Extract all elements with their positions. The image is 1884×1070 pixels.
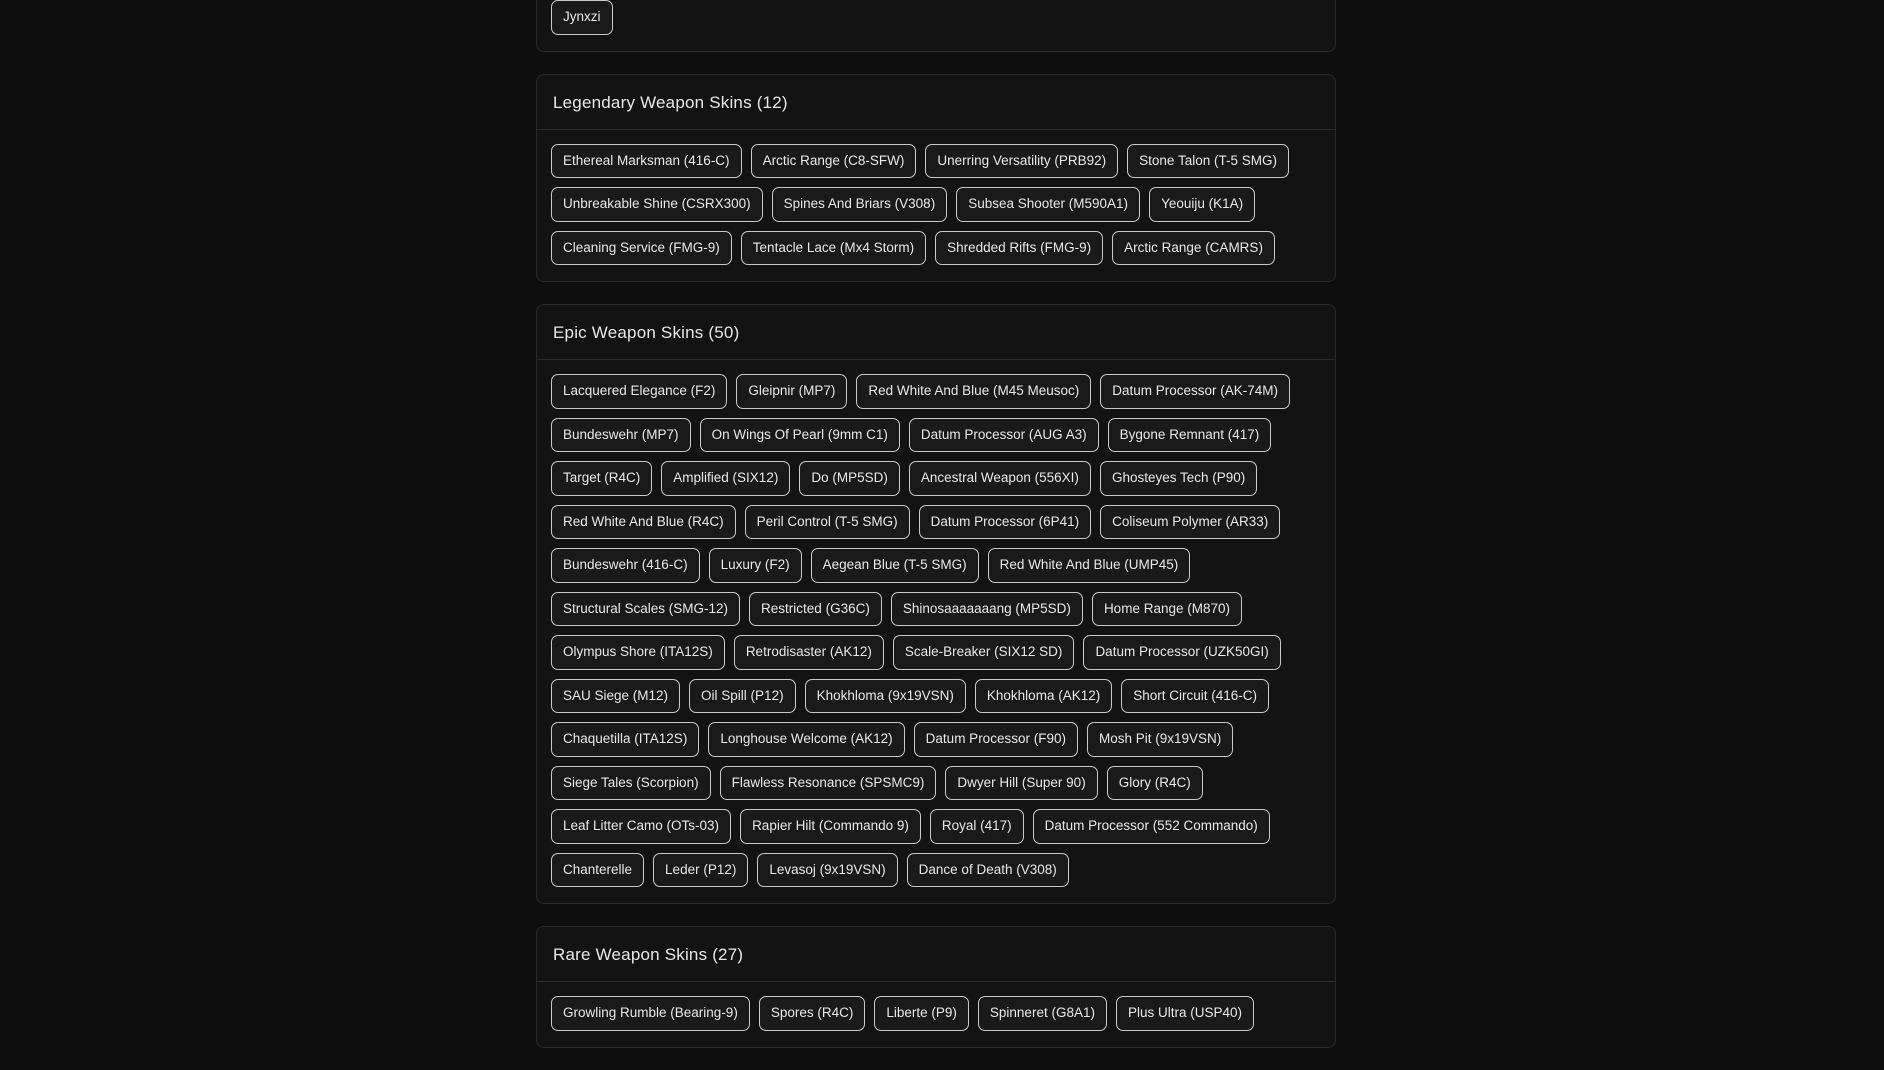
chip-item[interactable]: Home Range (M870): [1092, 592, 1242, 627]
chip-item[interactable]: Bygone Remnant (417): [1108, 418, 1272, 453]
chip-item[interactable]: Dance of Death (V308): [907, 853, 1069, 888]
card-legendary-weapon-skins: [536, 74, 1336, 283]
chip-item[interactable]: Datum Processor (6P41): [919, 505, 1092, 540]
chip-item[interactable]: Peril Control (T-5 SMG): [745, 505, 910, 540]
chip-item[interactable]: Ethereal Marksman (416-C): [551, 144, 742, 179]
chip-item[interactable]: Gleipnir (MP7): [736, 374, 847, 409]
chip-item[interactable]: Luxury (F2): [709, 548, 802, 583]
chip-item[interactable]: Oil Spill (P12): [689, 679, 796, 714]
chip-area-top-partial: [537, 0, 1335, 51]
chip-item[interactable]: Subsea Shooter (M590A1): [956, 187, 1140, 222]
chip-item[interactable]: Royal (417): [930, 809, 1024, 844]
card-header-epic: [537, 305, 1335, 360]
chip-item[interactable]: Rapier Hilt (Commando 9): [740, 809, 921, 844]
chip-item[interactable]: Longhouse Welcome (AK12): [708, 722, 904, 757]
chip-area-rare: [537, 982, 1335, 1047]
chip-item[interactable]: Structural Scales (SMG-12): [551, 592, 740, 627]
chip-item[interactable]: Restricted (G36C): [749, 592, 882, 627]
chip-item[interactable]: Datum Processor (F90): [914, 722, 1078, 757]
chip-item[interactable]: Chaquetilla (ITA12S): [551, 722, 699, 757]
chip-item[interactable]: Bundeswehr (416-C): [551, 548, 700, 583]
chip-item[interactable]: Tentacle Lace (Mx4 Storm): [741, 231, 926, 266]
chip-item[interactable]: Siege Tales (Scorpion): [551, 766, 711, 801]
chip-item[interactable]: Unbreakable Shine (CSRX300): [551, 187, 763, 222]
chip-item[interactable]: Red White And Blue (UMP45): [988, 548, 1191, 583]
chip-item[interactable]: Jynxzi: [551, 0, 613, 35]
card-header-rare: [537, 927, 1335, 982]
section-title: Rare Weapon Skins (27): [553, 945, 744, 964]
chip-item[interactable]: Flawless Resonance (SPSMC9): [720, 766, 937, 801]
section-title: Legendary Weapon Skins (12): [553, 92, 788, 112]
chip-item[interactable]: Aegean Blue (T-5 SMG): [811, 548, 979, 583]
chip-item[interactable]: Arctic Range (CAMRS): [1112, 231, 1275, 266]
chip-item[interactable]: Ancestral Weapon (556XI): [909, 461, 1091, 496]
chip-area-legendary: [537, 130, 1335, 282]
chip-item[interactable]: Red White And Blue (R4C): [551, 505, 736, 540]
chip-item[interactable]: Spores (R4C): [759, 996, 866, 1031]
chip-item[interactable]: Shinosaaaaaaang (MP5SD): [891, 592, 1083, 627]
chip-item[interactable]: Datum Processor (552 Commando): [1033, 809, 1270, 844]
chip-item[interactable]: Short Circuit (416-C): [1121, 679, 1269, 714]
chip-item[interactable]: Khokhloma (9x19VSN): [805, 679, 966, 714]
chip-item[interactable]: Mosh Pit (9x19VSN): [1087, 722, 1233, 757]
section-title: Epic Weapon Skins (50): [553, 323, 740, 342]
chip-item[interactable]: Growling Rumble (Bearing-9): [551, 996, 750, 1031]
chip-area-epic: [537, 360, 1335, 903]
chip-item[interactable]: Yeouiju (K1A): [1149, 187, 1255, 222]
chip-item[interactable]: Leaf Litter Camo (OTs-03): [551, 809, 731, 844]
chip-item[interactable]: Stone Talon (T-5 SMG): [1127, 144, 1289, 179]
chip-item[interactable]: Plus Ultra (USP40): [1116, 996, 1254, 1031]
card-epic-weapon-skins: [536, 304, 1336, 904]
chip-item[interactable]: Shredded Rifts (FMG-9): [935, 231, 1103, 266]
content-column: [536, 0, 1336, 1048]
chip-item[interactable]: Spines And Briars (V308): [772, 187, 948, 222]
chip-item[interactable]: Datum Processor (AK-74M): [1100, 374, 1290, 409]
chip-item[interactable]: Scale-Breaker (SIX12 SD): [893, 635, 1075, 670]
chip-item[interactable]: Cleaning Service (FMG-9): [551, 231, 732, 266]
card-header-legendary: [537, 75, 1335, 130]
card-top-partial: [536, 0, 1336, 52]
chip-item[interactable]: Ghosteyes Tech (P90): [1100, 461, 1257, 496]
chip-item[interactable]: Lacquered Elegance (F2): [551, 374, 727, 409]
chip-item[interactable]: Datum Processor (AUG A3): [909, 418, 1099, 453]
chip-item[interactable]: Amplified (SIX12): [661, 461, 790, 496]
chip-item[interactable]: Liberte (P9): [874, 996, 969, 1031]
chip-item[interactable]: SAU Siege (M12): [551, 679, 680, 714]
chip-item[interactable]: Khokhloma (AK12): [975, 679, 1112, 714]
chip-item[interactable]: Datum Processor (UZK50GI): [1083, 635, 1280, 670]
chip-item[interactable]: Levasoj (9x19VSN): [757, 853, 897, 888]
chip-item[interactable]: On Wings Of Pearl (9mm C1): [700, 418, 900, 453]
chip-item[interactable]: Unerring Versatility (PRB92): [925, 144, 1118, 179]
chip-item[interactable]: Bundeswehr (MP7): [551, 418, 691, 453]
chip-item[interactable]: Target (R4C): [551, 461, 652, 496]
chip-item[interactable]: Chanterelle: [551, 853, 644, 888]
chip-item[interactable]: Arctic Range (C8-SFW): [751, 144, 917, 179]
chip-item[interactable]: Coliseum Polymer (AR33): [1100, 505, 1280, 540]
chip-item[interactable]: Do (MP5SD): [799, 461, 900, 496]
chip-item[interactable]: Spinneret (G8A1): [978, 996, 1107, 1031]
chip-item[interactable]: Dwyer Hill (Super 90): [945, 766, 1097, 801]
chip-item[interactable]: Glory (R4C): [1107, 766, 1203, 801]
chip-item[interactable]: Olympus Shore (ITA12S): [551, 635, 725, 670]
chip-item[interactable]: Red White And Blue (M45 Meusoc): [856, 374, 1091, 409]
chip-item[interactable]: Leder (P12): [653, 853, 748, 888]
card-rare-weapon-skins: [536, 926, 1336, 1048]
chip-item[interactable]: Retrodisaster (AK12): [734, 635, 884, 670]
